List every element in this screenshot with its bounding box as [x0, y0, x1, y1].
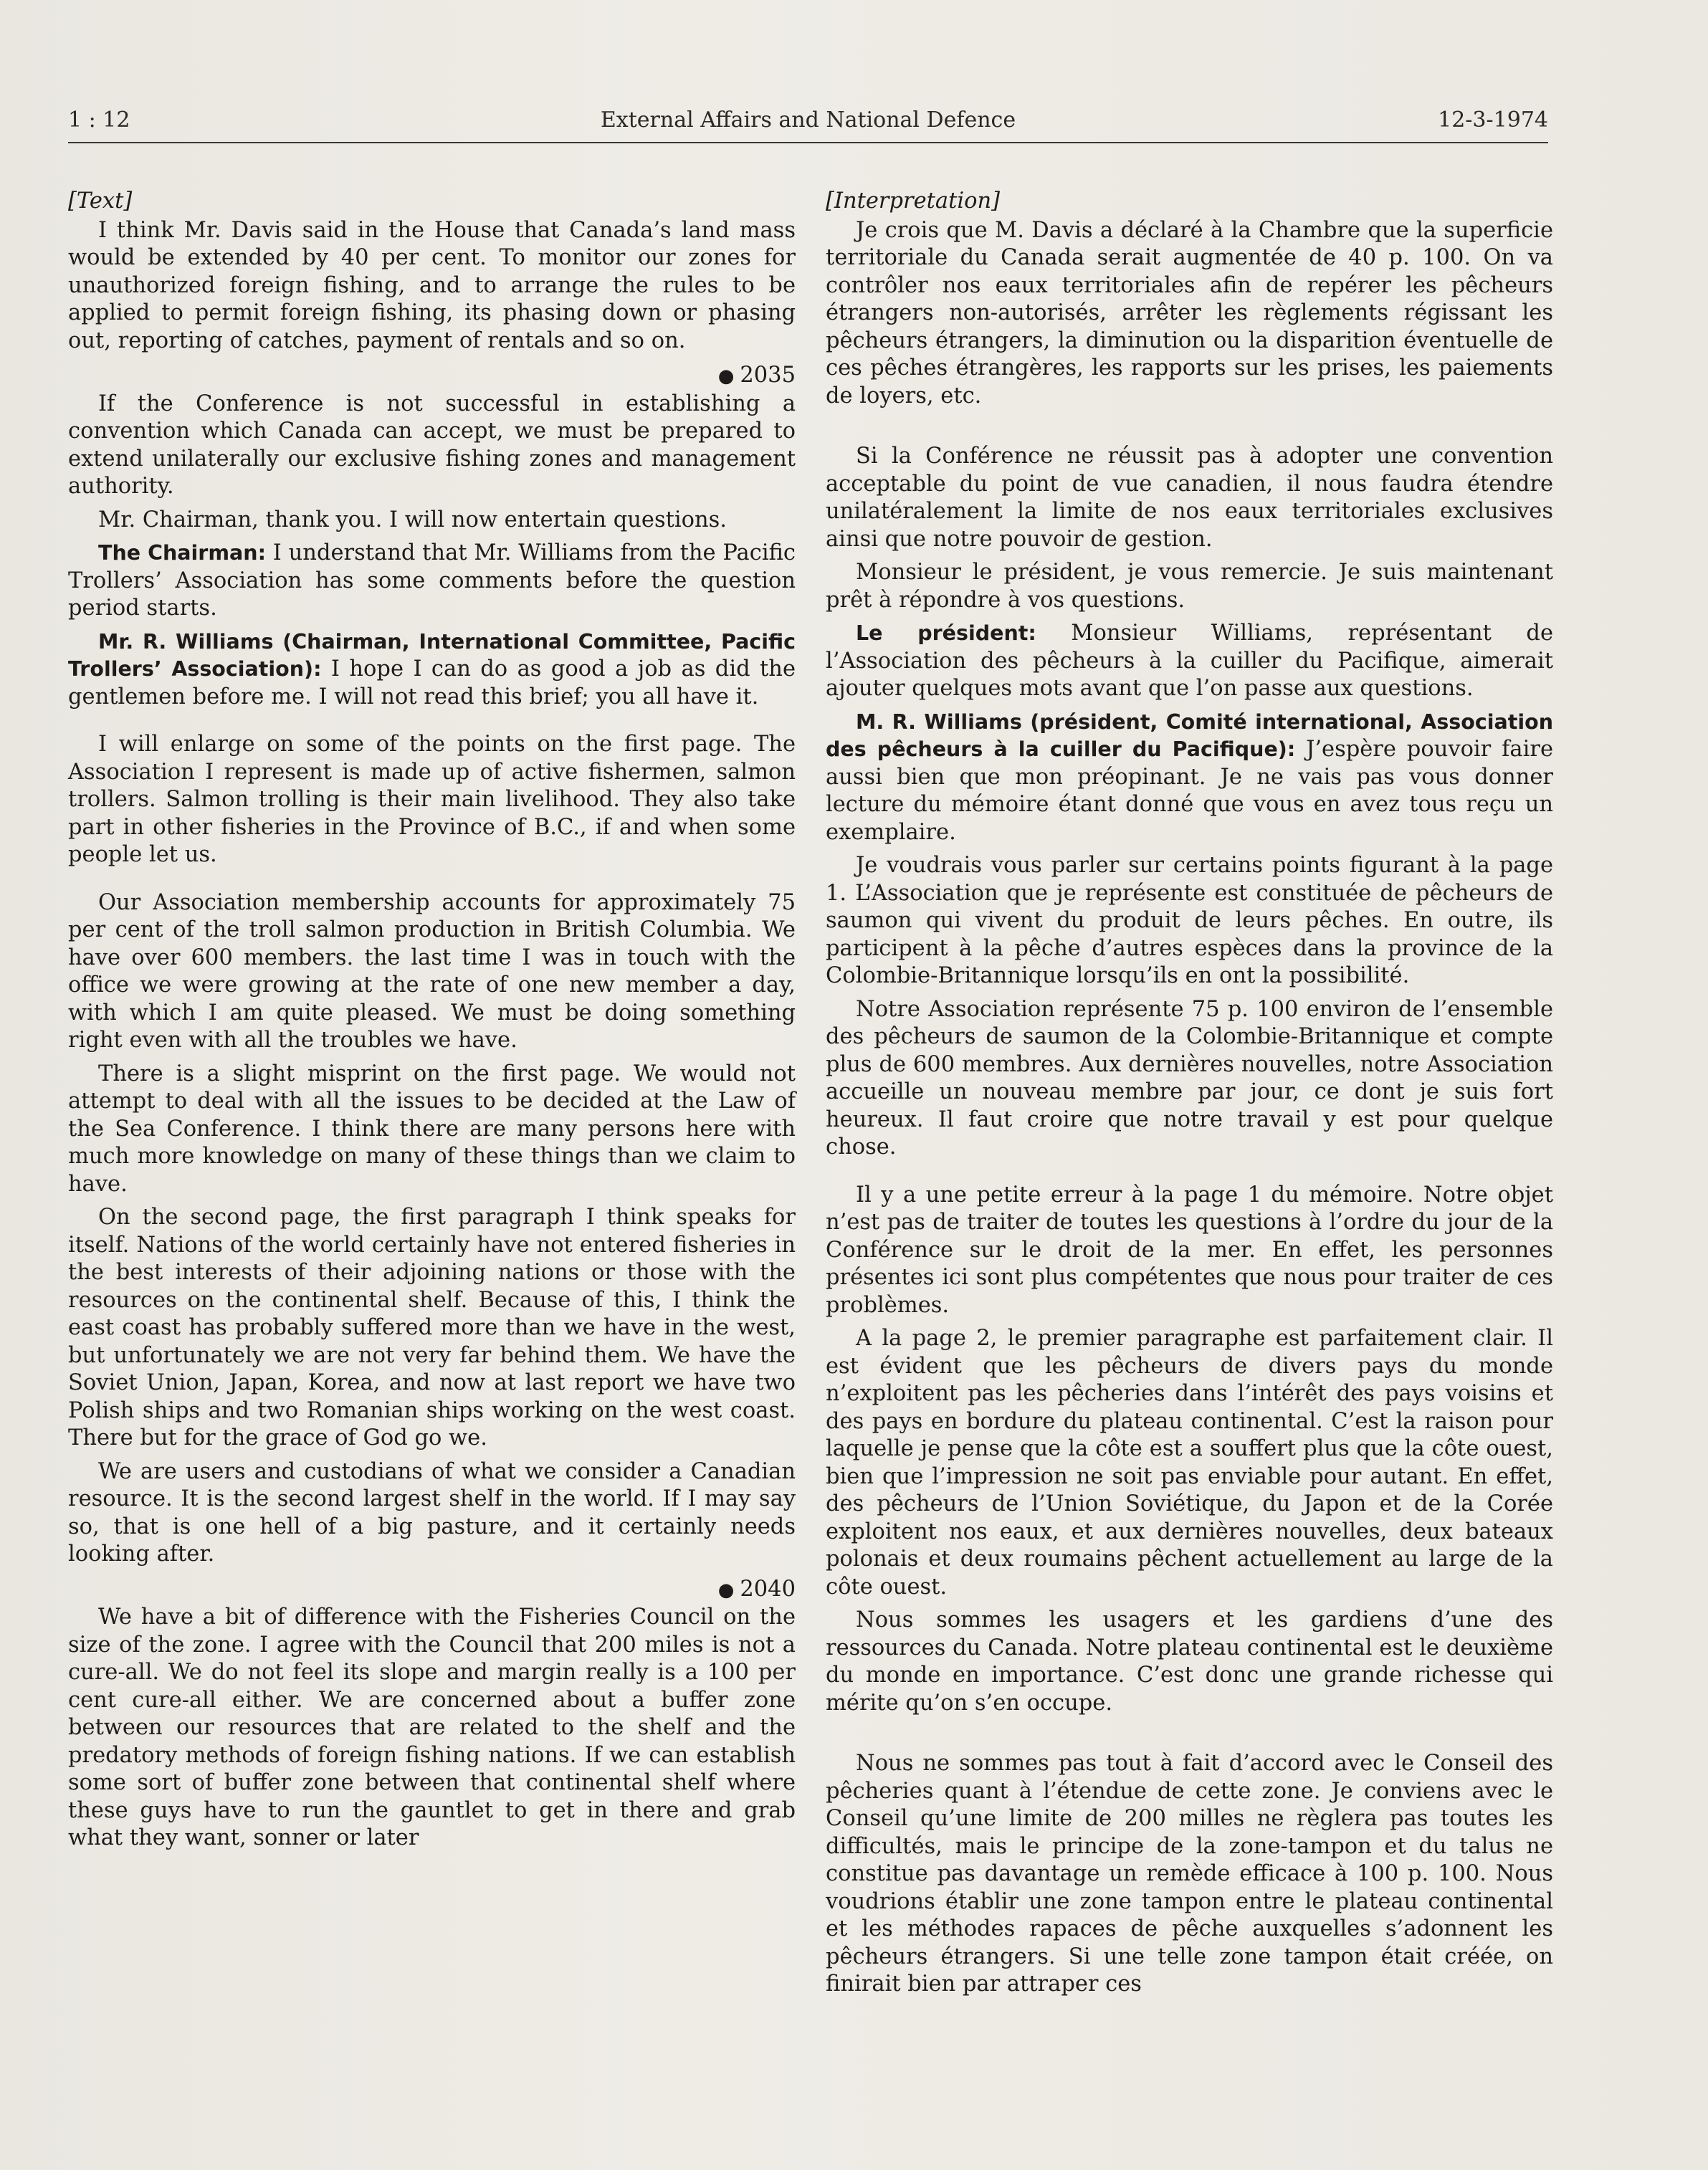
time-marker: ● 2040 [717, 1576, 796, 1602]
time-marker: ● 2035 [717, 363, 796, 388]
paragraph: Mr. Chairman, thank you. I will now entertain questions. [98, 507, 727, 532]
paragraph: Si la Conférence ne réussit pas à adopter une convention acceptable du point de vue canadien, il nous faudra étendre unilatéralement la limite de nos eaux territoriales exclusives ainsi que notre pouvoir de gestion. [826, 444, 1553, 552]
english-column [68, 188, 796, 1858]
bullet-icon: ● [717, 1579, 735, 1601]
paragraph: We are users and custodians of what we consider a Canadian resource. It is the second largest shelf in the world. If I may say so, that is one hell of a big pasture, and it certainly needs looking after. [68, 1458, 796, 1567]
paragraph: Nous ne sommes pas tout à fait d’accord avec le Conseil des pêcheries quant à l’étendue de cette zone. Je conviens avec le Conseil qu’une limite de 200 milles ne règlera pas toutes les difficultés, mais le principe de la zone-tampon et du talus ne constitue pas davantage un remède efficace à 100 p. 100. Nous voudrions établir une zone tampon entre le plateau continental et les méthodes rapaces de pêche auxquelles s’adonnent les pêcheurs étrangers. Si une telle zone tampon était créée, on finirait bien par attraper ces [826, 1751, 1553, 1997]
speaker-name: The Chairman: [98, 541, 266, 565]
paragraph: On the second page, the first paragraph I think speaks for itself. Nations of the world certainly have not entered fisheries in the best interests of their adjoining nations or those with the resources on the continental shelf. Because of this, I think the east coast has probably suffered more than we have in the west, but unfortunately we are not very far behind them. We have the Soviet Union, Japan, Korea, and now at last report we have two Polish ships and two Romanian ships working on the west coast. There but for the grace of God go we. [68, 1205, 796, 1450]
paragraph: A la page 2, le premier paragraphe est parfaitement clair. Il est évident que les pêcheurs de divers pays du monde n’exploitent pas les pêcheries dans l’intérêt des pays voisins et des pays en bordure du plateau continental. C’est la raison pour laquelle je pense que la côte est a souffert plus que la côte ouest, bien que l’impression ne soit pas enviable pour autant. En effet, des pêcheurs de l’Union Soviétique, du Japon et de la Corée exploitent nos eaux, et aux dernières nouvelles, deux bateaux polonais et deux roumains pêchent actuellement au large de la côte ouest. [826, 1326, 1553, 1600]
speaker-paragraph: Le président: Monsieur Williams, représentant de l’Association des pêcheurs à la cuiller du Pacifique, aimerait ajouter quelques mots avant que l’on passe aux questions. [826, 621, 1553, 701]
speaker-name: M. R. Williams (président, Comité international, Association des pêcheurs à la cuiller du Pacifique): [826, 709, 1553, 761]
paragraph: Monsieur le président, je vous remercie. Je suis maintenant prêt à répondre à vos questions. [826, 560, 1553, 613]
french-column [826, 188, 1553, 2004]
running-header [68, 107, 1548, 143]
page-number: 1 : 12 [68, 107, 130, 133]
speaker-name: Le président: [856, 621, 1036, 645]
page-title: External Affairs and National Defence [600, 107, 1016, 133]
header-rule [68, 142, 1548, 143]
paragraph: Our Association membership accounts for approximately 75 per cent of the troll salmon production in British Columbia. We have over 600 members. the last time I was in touch with the office we were growing at the rate of one new member a day, with which I am quite pleased. We must be doing something right even with all the troubles we have. [68, 889, 796, 1053]
paragraph: Nous sommes les usagers et les gardiens d’une des ressources du Canada. Notre plateau continental est le deuxième du monde en importance. C’est donc une grande richesse qui mérite qu’on s’en occupe. [826, 1607, 1553, 1716]
section-tag: [Text] [68, 188, 133, 214]
paragraph: We have a bit of difference with the Fisheries Council on the size of the zone. I agree with the Council that 200 miles is not a cure-all. We do not feel its slope and margin really is a 100 per cent cure-all either. We are concerned about a buffer zone between our resources that are related to the shelf and the predatory methods of foreign fishing nations. If we can establish some sort of buffer zone between that continental shelf where these guys have to run the gauntlet to get in there and grab what they want, sonner or later [68, 1605, 796, 1850]
paragraph: I think Mr. Davis said in the House that Canada’s land mass would be extended by 40 per cent. To monitor our zones for unauthorized foreign fishing, and to arrange the rules to be applied to permit foreign fishing, its phasing down or phasing out, reporting of catches, payment of rentals and so on. [68, 217, 796, 353]
page-date: 12-3-1974 [1438, 107, 1548, 133]
paragraph: Il y a une petite erreur à la page 1 du mémoire. Notre objet n’est pas de traiter de toutes les questions à l’ordre du jour de la Conférence sur le droit de la mer. En effet, les personnes présentes ici sont plus compétentes que nous pour traiter de ces problèmes. [826, 1182, 1553, 1318]
paragraph: I will enlarge on some of the points on the first page. The Association I represent is made up of active fishermen, salmon trollers. Salmon trolling is their main livelihood. They also take part in other fisheries in the Province of B.C., if and when some people let us. [68, 732, 796, 867]
paragraph: If the Conference is not successful in establishing a convention which Canada can accept, we must be prepared to extend unilaterally our exclusive fishing zones and management authority. [68, 391, 796, 499]
section-tag: [Interpretation] [826, 188, 1000, 214]
speaker-paragraph: Mr. R. Williams (Chairman, International Committee, Pacific Trollers’ Association): I hope I can do as good a job as did the gentlemen before me. I will not read this brief; you all have it. [68, 629, 796, 709]
paragraph: There is a slight misprint on the first page. We would not attempt to deal with all the issues to be decided at the Law of the Sea Conference. I think there are many persons here with much more knowledge on many of these things than we claim to have. [68, 1061, 796, 1197]
speaker-paragraph: M. R. Williams (président, Comité international, Association des pêcheurs à la cuiller du Pacifique): J’espère pouvoir faire aussi bien que mon préopinant. Je ne vais pas vous donner lecture du mémoire étant donné que vous en avez tous reçu un exemplaire. [826, 709, 1553, 845]
speaker-name: Mr. R. Williams (Chairman, International Committee, Pacific Trollers’ Association): [68, 629, 796, 681]
paragraph: Je voudrais vous parler sur certains points figurant à la page 1. L’Association que je représente est constituée de pêcheurs de saumon qui vivent du produit de leurs pêches. En outre, ils participent à la pêche d’autres espèces dans la province de la Colombie-Britannique lorsqu’ils en ont la possibilité. [826, 853, 1553, 988]
paragraph: Notre Association représente 75 p. 100 environ de l’ensemble des pêcheurs de saumon de la Colombie-Britannique et compte plus de 600 membres. Aux dernières nouvelles, notre Association accueille un nouveau membre par jour, ce dont je suis fort heureux. Il faut croire que notre travail y est pour quelque chose. [826, 996, 1553, 1160]
speaker-paragraph: The Chairman: I understand that Mr. Williams from the Pacific Trollers’ Association has some comments before the question period starts. [68, 540, 796, 621]
bullet-icon: ● [717, 365, 735, 387]
paragraph: Je crois que M. Davis a déclaré à la Chambre que la superficie territoriale du Canada serait augmentée de 40 p. 100. On va contrôler nos eaux territoriales afin de repérer les pêcheurs étrangers non-autorisés, arrêter les règlements régissant les pêcheurs étrangers, la diminution ou la disparition éventuelle de ces pêches étrangères, les rapports sur les prises, les paiements de loyers, etc. [826, 217, 1553, 408]
